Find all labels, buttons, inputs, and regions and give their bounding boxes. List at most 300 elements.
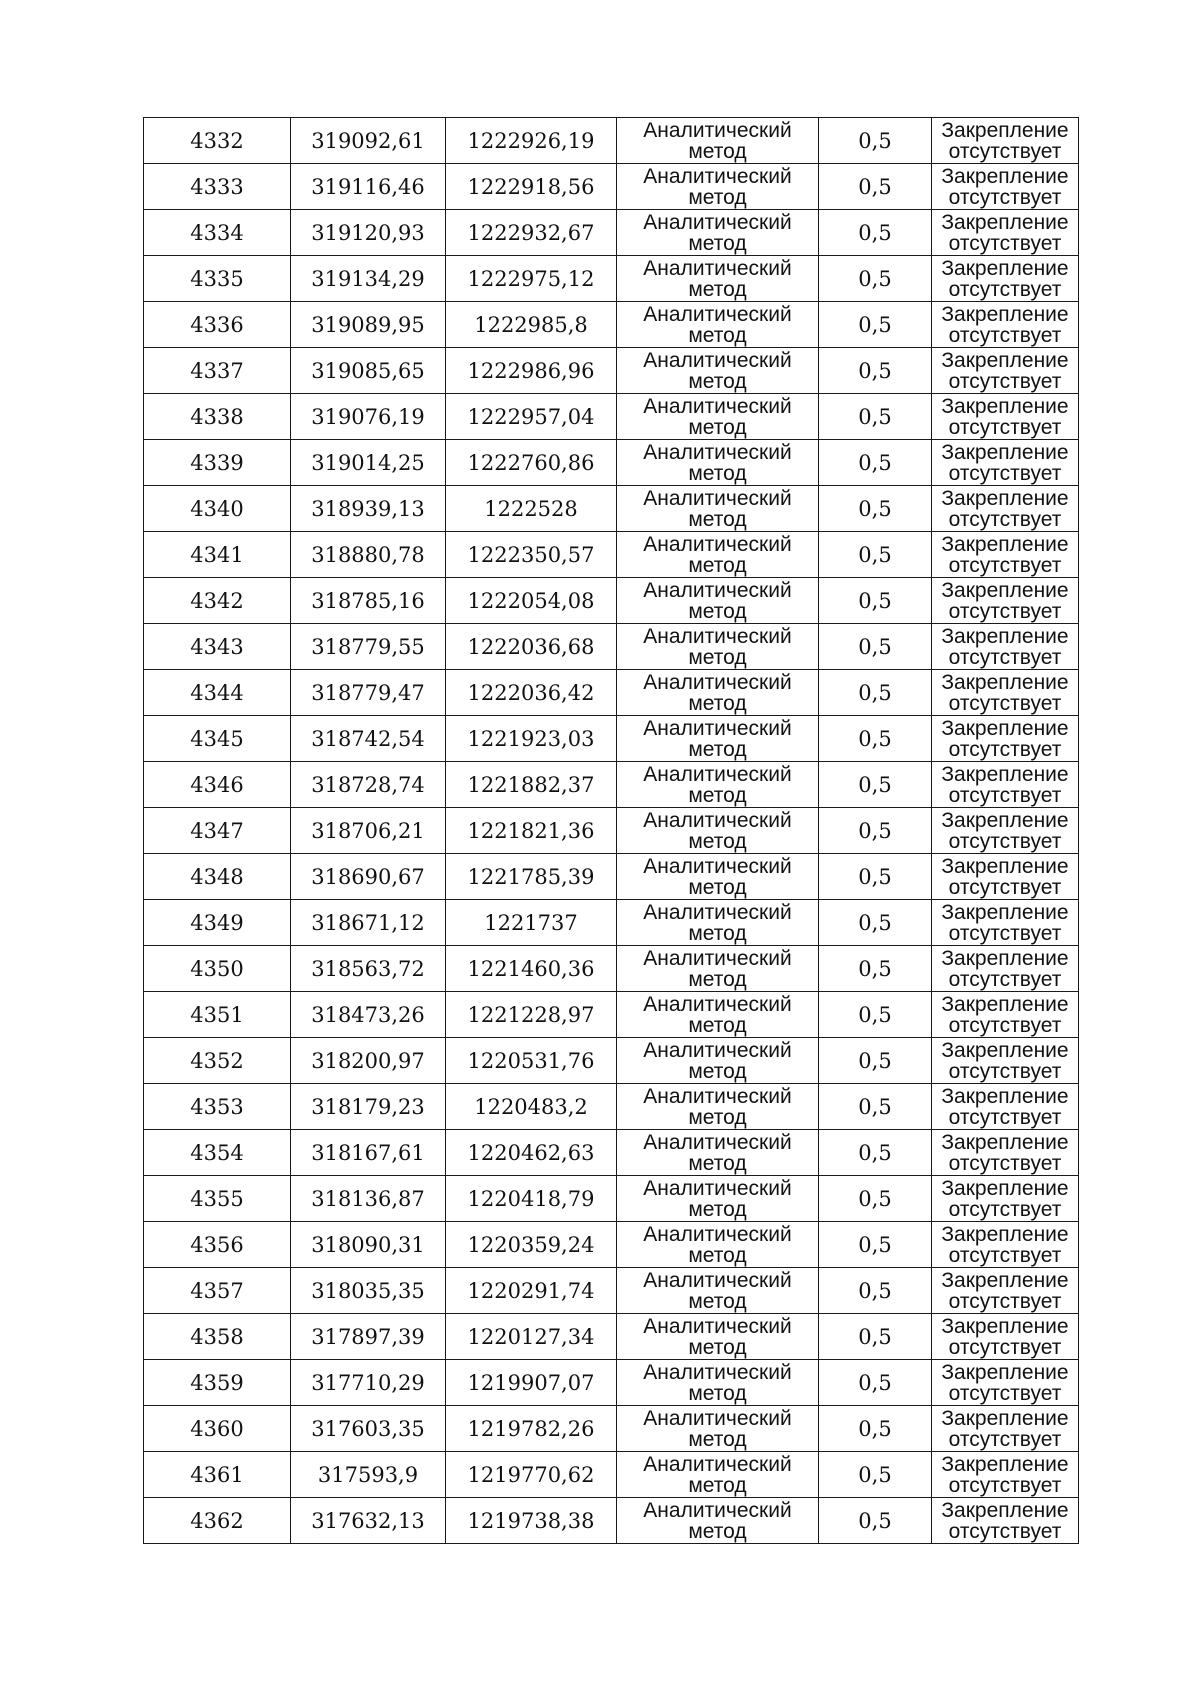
table-row	[144, 670, 1079, 716]
method-line-1: Аналитический	[643, 1222, 792, 1246]
table-row	[144, 1314, 1079, 1360]
point-number-cell: 4354	[144, 1130, 291, 1176]
fixing-line-1: Закрепление	[941, 992, 1069, 1016]
table-row	[144, 624, 1079, 670]
method-line-2: метод	[688, 185, 747, 209]
y-coordinate-cell: 1222986,96	[446, 348, 617, 394]
method-line-1: Аналитический	[643, 808, 792, 832]
y-coordinate-cell: 1221228,97	[446, 992, 617, 1038]
point-number-cell: 4349	[144, 900, 291, 946]
method-cell	[617, 394, 819, 440]
fixing-cell	[932, 946, 1079, 992]
method-line-2: метод	[688, 1519, 747, 1543]
point-number-cell: 4347	[144, 808, 291, 854]
method-line-1: Аналитический	[643, 578, 792, 602]
fixing-line-1: Закрепление	[941, 440, 1069, 464]
fixing-line-1: Закрепление	[941, 210, 1069, 234]
method-line-2: метод	[688, 507, 747, 531]
fixing-line-2: отсутствует	[948, 553, 1062, 577]
method-line-2: метод	[688, 1013, 747, 1037]
fixing-line-2: отсутствует	[948, 507, 1062, 531]
accuracy-cell: 0,5	[819, 348, 932, 394]
point-number-cell: 4359	[144, 1360, 291, 1406]
fixing-line-1: Закрепление	[941, 302, 1069, 326]
method-cell	[617, 1406, 819, 1452]
point-number-cell: 4344	[144, 670, 291, 716]
x-coordinate-cell: 318706,21	[291, 808, 446, 854]
table-row	[144, 808, 1079, 854]
method-line-1: Аналитический	[643, 1176, 792, 1200]
fixing-cell	[932, 1314, 1079, 1360]
fixing-line-1: Закрепление	[941, 1268, 1069, 1292]
fixing-line-2: отсутствует	[948, 737, 1062, 761]
fixing-line-2: отсутствует	[948, 1243, 1062, 1267]
method-line-1: Аналитический	[643, 486, 792, 510]
fixing-cell	[932, 1406, 1079, 1452]
fixing-cell	[932, 1222, 1079, 1268]
method-line-2: метод	[688, 1105, 747, 1129]
fixing-line-1: Закрепление	[941, 1038, 1069, 1062]
fixing-line-2: отсутствует	[948, 783, 1062, 807]
y-coordinate-cell: 1222932,67	[446, 210, 617, 256]
fixing-line-2: отсутствует	[948, 1105, 1062, 1129]
method-cell	[617, 348, 819, 394]
method-line-2: метод	[688, 139, 747, 163]
method-line-2: метод	[688, 599, 747, 623]
method-cell	[617, 210, 819, 256]
method-cell	[617, 854, 819, 900]
method-line-1: Аналитический	[643, 946, 792, 970]
y-coordinate-cell: 1220127,34	[446, 1314, 617, 1360]
x-coordinate-cell: 319014,25	[291, 440, 446, 486]
fixing-line-1: Закрепление	[941, 118, 1069, 142]
fixing-line-2: отсутствует	[948, 185, 1062, 209]
table-row	[144, 1406, 1079, 1452]
point-number-cell: 4337	[144, 348, 291, 394]
fixing-line-2: отсутствует	[948, 645, 1062, 669]
fixing-cell	[932, 256, 1079, 302]
y-coordinate-cell: 1221737	[446, 900, 617, 946]
fixing-line-2: отсутствует	[948, 1473, 1062, 1497]
fixing-line-1: Закрепление	[941, 762, 1069, 786]
method-line-1: Аналитический	[643, 762, 792, 786]
fixing-line-2: отсутствует	[948, 1151, 1062, 1175]
method-line-1: Аналитический	[643, 348, 792, 372]
method-line-1: Аналитический	[643, 1406, 792, 1430]
table-row	[144, 992, 1079, 1038]
fixing-line-1: Закрепление	[941, 716, 1069, 740]
point-number-cell: 4358	[144, 1314, 291, 1360]
fixing-line-1: Закрепление	[941, 394, 1069, 418]
accuracy-cell: 0,5	[819, 670, 932, 716]
y-coordinate-cell: 1219782,26	[446, 1406, 617, 1452]
y-coordinate-cell: 1220483,2	[446, 1084, 617, 1130]
x-coordinate-cell: 319092,61	[291, 118, 446, 164]
fixing-cell	[932, 348, 1079, 394]
method-line-2: метод	[688, 1243, 747, 1267]
x-coordinate-cell: 318671,12	[291, 900, 446, 946]
method-cell	[617, 578, 819, 624]
method-cell	[617, 532, 819, 578]
method-line-2: метод	[688, 875, 747, 899]
y-coordinate-cell: 1220291,74	[446, 1268, 617, 1314]
table-row	[144, 1084, 1079, 1130]
point-number-cell: 4360	[144, 1406, 291, 1452]
fixing-cell	[932, 1360, 1079, 1406]
x-coordinate-cell: 318742,54	[291, 716, 446, 762]
method-cell	[617, 808, 819, 854]
fixing-cell	[932, 762, 1079, 808]
fixing-line-2: отсутствует	[948, 461, 1062, 485]
table-row	[144, 716, 1079, 762]
accuracy-cell: 0,5	[819, 992, 932, 1038]
fixing-cell	[932, 1038, 1079, 1084]
fixing-line-1: Закрепление	[941, 670, 1069, 694]
accuracy-cell: 0,5	[819, 1498, 932, 1544]
fixing-line-2: отсутствует	[948, 1289, 1062, 1313]
point-number-cell: 4339	[144, 440, 291, 486]
method-cell	[617, 900, 819, 946]
method-line-1: Аналитический	[643, 1452, 792, 1476]
table-row	[144, 118, 1079, 164]
fixing-line-1: Закрепление	[941, 946, 1069, 970]
accuracy-cell: 0,5	[819, 1130, 932, 1176]
fixing-line-1: Закрепление	[941, 1130, 1069, 1154]
table-row	[144, 1038, 1079, 1084]
table-row	[144, 348, 1079, 394]
fixing-cell	[932, 164, 1079, 210]
method-cell	[617, 1084, 819, 1130]
point-number-cell: 4342	[144, 578, 291, 624]
accuracy-cell: 0,5	[819, 854, 932, 900]
method-line-2: метод	[688, 461, 747, 485]
method-line-2: метод	[688, 921, 747, 945]
fixing-line-2: отсутствует	[948, 277, 1062, 301]
method-cell	[617, 1130, 819, 1176]
y-coordinate-cell: 1221923,03	[446, 716, 617, 762]
method-line-2: метод	[688, 829, 747, 853]
y-coordinate-cell: 1222054,08	[446, 578, 617, 624]
accuracy-cell: 0,5	[819, 256, 932, 302]
method-line-2: метод	[688, 691, 747, 715]
y-coordinate-cell: 1222036,42	[446, 670, 617, 716]
method-line-2: метод	[688, 369, 747, 393]
table-row	[144, 302, 1079, 348]
y-coordinate-cell: 1220531,76	[446, 1038, 617, 1084]
fixing-line-2: отсутствует	[948, 921, 1062, 945]
fixing-line-1: Закрепление	[941, 1406, 1069, 1430]
table-row	[144, 164, 1079, 210]
fixing-line-2: отсутствует	[948, 967, 1062, 991]
fixing-line-2: отсутствует	[948, 369, 1062, 393]
accuracy-cell: 0,5	[819, 808, 932, 854]
accuracy-cell: 0,5	[819, 532, 932, 578]
table-row	[144, 440, 1079, 486]
fixing-line-1: Закрепление	[941, 256, 1069, 280]
method-line-2: метод	[688, 1197, 747, 1221]
y-coordinate-cell: 1221821,36	[446, 808, 617, 854]
point-number-cell: 4332	[144, 118, 291, 164]
table-row	[144, 762, 1079, 808]
method-line-1: Аналитический	[643, 900, 792, 924]
method-cell	[617, 670, 819, 716]
fixing-cell	[932, 118, 1079, 164]
fixing-cell	[932, 900, 1079, 946]
fixing-line-2: отсутствует	[948, 139, 1062, 163]
accuracy-cell: 0,5	[819, 394, 932, 440]
point-number-cell: 4341	[144, 532, 291, 578]
point-number-cell: 4362	[144, 1498, 291, 1544]
table-row	[144, 854, 1079, 900]
method-line-1: Аналитический	[643, 302, 792, 326]
fixing-cell	[932, 1452, 1079, 1498]
method-cell	[617, 118, 819, 164]
point-number-cell: 4353	[144, 1084, 291, 1130]
accuracy-cell: 0,5	[819, 624, 932, 670]
accuracy-cell: 0,5	[819, 1360, 932, 1406]
method-line-1: Аналитический	[643, 164, 792, 188]
method-line-1: Аналитический	[643, 624, 792, 648]
accuracy-cell: 0,5	[819, 1084, 932, 1130]
method-cell	[617, 946, 819, 992]
coordinates-table-body	[144, 118, 1079, 1544]
table-row	[144, 256, 1079, 302]
method-cell	[617, 1360, 819, 1406]
method-line-2: метод	[688, 415, 747, 439]
method-line-2: метод	[688, 967, 747, 991]
accuracy-cell: 0,5	[819, 1452, 932, 1498]
point-number-cell: 4355	[144, 1176, 291, 1222]
method-cell	[617, 302, 819, 348]
method-cell	[617, 992, 819, 1038]
method-line-2: метод	[688, 231, 747, 255]
point-number-cell: 4338	[144, 394, 291, 440]
method-line-2: метод	[688, 553, 747, 577]
method-cell	[617, 1176, 819, 1222]
method-line-1: Аналитический	[643, 1498, 792, 1522]
method-line-2: метод	[688, 1427, 747, 1451]
fixing-cell	[932, 578, 1079, 624]
method-cell	[617, 486, 819, 532]
y-coordinate-cell: 1219770,62	[446, 1452, 617, 1498]
table-row	[144, 1452, 1079, 1498]
x-coordinate-cell: 318136,87	[291, 1176, 446, 1222]
accuracy-cell: 0,5	[819, 946, 932, 992]
fixing-cell	[932, 1498, 1079, 1544]
point-number-cell: 4361	[144, 1452, 291, 1498]
fixing-line-1: Закрепление	[941, 1222, 1069, 1246]
fixing-cell	[932, 532, 1079, 578]
fixing-line-2: отсутствует	[948, 599, 1062, 623]
y-coordinate-cell: 1220462,63	[446, 1130, 617, 1176]
point-number-cell: 4345	[144, 716, 291, 762]
fixing-cell	[932, 1130, 1079, 1176]
x-coordinate-cell: 317897,39	[291, 1314, 446, 1360]
point-number-cell: 4352	[144, 1038, 291, 1084]
x-coordinate-cell: 318779,47	[291, 670, 446, 716]
y-coordinate-cell: 1222926,19	[446, 118, 617, 164]
point-number-cell: 4334	[144, 210, 291, 256]
fixing-line-1: Закрепление	[941, 578, 1069, 602]
fixing-line-2: отсутствует	[948, 691, 1062, 715]
method-line-1: Аналитический	[643, 1038, 792, 1062]
point-number-cell: 4350	[144, 946, 291, 992]
method-line-1: Аналитический	[643, 1314, 792, 1338]
method-line-2: метод	[688, 1381, 747, 1405]
accuracy-cell: 0,5	[819, 1038, 932, 1084]
fixing-line-1: Закрепление	[941, 164, 1069, 188]
accuracy-cell: 0,5	[819, 1176, 932, 1222]
x-coordinate-cell: 319085,65	[291, 348, 446, 394]
x-coordinate-cell: 317593,9	[291, 1452, 446, 1498]
method-line-2: метод	[688, 783, 747, 807]
point-number-cell: 4335	[144, 256, 291, 302]
fixing-cell	[932, 1268, 1079, 1314]
y-coordinate-cell: 1222760,86	[446, 440, 617, 486]
method-line-1: Аналитический	[643, 440, 792, 464]
method-line-1: Аналитический	[643, 210, 792, 234]
table-row	[144, 1360, 1079, 1406]
fixing-line-1: Закрепление	[941, 486, 1069, 510]
table-row	[144, 532, 1079, 578]
fixing-line-2: отсутствует	[948, 231, 1062, 255]
y-coordinate-cell: 1222528	[446, 486, 617, 532]
fixing-line-2: отсутствует	[948, 875, 1062, 899]
method-cell	[617, 1038, 819, 1084]
x-coordinate-cell: 318200,97	[291, 1038, 446, 1084]
table-row	[144, 578, 1079, 624]
method-cell	[617, 762, 819, 808]
fixing-cell	[932, 808, 1079, 854]
x-coordinate-cell: 318880,78	[291, 532, 446, 578]
accuracy-cell: 0,5	[819, 164, 932, 210]
x-coordinate-cell: 318690,67	[291, 854, 446, 900]
x-coordinate-cell: 318939,13	[291, 486, 446, 532]
accuracy-cell: 0,5	[819, 1222, 932, 1268]
fixing-line-2: отсутствует	[948, 1427, 1062, 1451]
y-coordinate-cell: 1221460,36	[446, 946, 617, 992]
fixing-cell	[932, 992, 1079, 1038]
x-coordinate-cell: 319116,46	[291, 164, 446, 210]
fixing-line-1: Закрепление	[941, 854, 1069, 878]
table-row	[144, 900, 1079, 946]
table-row	[144, 1176, 1079, 1222]
fixing-cell	[932, 670, 1079, 716]
method-line-2: метод	[688, 737, 747, 761]
method-cell	[617, 1452, 819, 1498]
accuracy-cell: 0,5	[819, 1406, 932, 1452]
fixing-line-2: отсутствует	[948, 1059, 1062, 1083]
method-cell	[617, 1268, 819, 1314]
coordinates-table	[143, 117, 1079, 1544]
fixing-cell	[932, 486, 1079, 532]
x-coordinate-cell: 318179,23	[291, 1084, 446, 1130]
fixing-line-2: отсутствует	[948, 323, 1062, 347]
fixing-cell	[932, 1084, 1079, 1130]
point-number-cell: 4336	[144, 302, 291, 348]
method-line-2: метод	[688, 1151, 747, 1175]
method-cell	[617, 1222, 819, 1268]
x-coordinate-cell: 318728,74	[291, 762, 446, 808]
y-coordinate-cell: 1220359,24	[446, 1222, 617, 1268]
fixing-line-2: отсутствует	[948, 1519, 1062, 1543]
fixing-cell	[932, 394, 1079, 440]
fixing-line-1: Закрепление	[941, 348, 1069, 372]
table-row	[144, 394, 1079, 440]
method-line-1: Аналитический	[643, 854, 792, 878]
accuracy-cell: 0,5	[819, 1268, 932, 1314]
fixing-cell	[932, 210, 1079, 256]
accuracy-cell: 0,5	[819, 118, 932, 164]
method-line-2: метод	[688, 277, 747, 301]
fixing-line-1: Закрепление	[941, 1360, 1069, 1384]
fixing-cell	[932, 716, 1079, 762]
method-line-2: метод	[688, 1289, 747, 1313]
x-coordinate-cell: 319089,95	[291, 302, 446, 348]
point-number-cell: 4357	[144, 1268, 291, 1314]
table-row	[144, 486, 1079, 532]
fixing-line-2: отсутствует	[948, 415, 1062, 439]
y-coordinate-cell: 1222985,8	[446, 302, 617, 348]
method-line-1: Аналитический	[643, 256, 792, 280]
method-line-1: Аналитический	[643, 992, 792, 1016]
y-coordinate-cell: 1222975,12	[446, 256, 617, 302]
x-coordinate-cell: 318563,72	[291, 946, 446, 992]
fixing-cell	[932, 440, 1079, 486]
y-coordinate-cell: 1222350,57	[446, 532, 617, 578]
fixing-line-1: Закрепление	[941, 1314, 1069, 1338]
fixing-line-1: Закрепление	[941, 1452, 1069, 1476]
x-coordinate-cell: 317603,35	[291, 1406, 446, 1452]
y-coordinate-cell: 1221882,37	[446, 762, 617, 808]
x-coordinate-cell: 317632,13	[291, 1498, 446, 1544]
fixing-line-1: Закрепление	[941, 532, 1069, 556]
x-coordinate-cell: 319076,19	[291, 394, 446, 440]
method-line-2: метод	[688, 1059, 747, 1083]
method-cell	[617, 256, 819, 302]
method-line-2: метод	[688, 1473, 747, 1497]
fixing-line-1: Закрепление	[941, 1084, 1069, 1108]
method-cell	[617, 716, 819, 762]
y-coordinate-cell: 1219907,07	[446, 1360, 617, 1406]
accuracy-cell: 0,5	[819, 210, 932, 256]
fixing-line-1: Закрепление	[941, 1498, 1069, 1522]
method-cell	[617, 164, 819, 210]
table-row	[144, 1222, 1079, 1268]
accuracy-cell: 0,5	[819, 1314, 932, 1360]
accuracy-cell: 0,5	[819, 440, 932, 486]
fixing-line-2: отсутствует	[948, 1197, 1062, 1221]
method-line-1: Аналитический	[643, 532, 792, 556]
method-cell	[617, 440, 819, 486]
x-coordinate-cell: 317710,29	[291, 1360, 446, 1406]
method-cell	[617, 1314, 819, 1360]
y-coordinate-cell: 1222036,68	[446, 624, 617, 670]
x-coordinate-cell: 318167,61	[291, 1130, 446, 1176]
fixing-cell	[932, 1176, 1079, 1222]
method-line-1: Аналитический	[643, 394, 792, 418]
fixing-cell	[932, 624, 1079, 670]
fixing-line-2: отсутствует	[948, 1335, 1062, 1359]
fixing-line-1: Закрепление	[941, 1176, 1069, 1200]
method-line-1: Аналитический	[643, 118, 792, 142]
fixing-cell	[932, 854, 1079, 900]
point-number-cell: 4356	[144, 1222, 291, 1268]
method-line-1: Аналитический	[643, 716, 792, 740]
point-number-cell: 4348	[144, 854, 291, 900]
method-cell	[617, 1498, 819, 1544]
method-line-1: Аналитический	[643, 1130, 792, 1154]
